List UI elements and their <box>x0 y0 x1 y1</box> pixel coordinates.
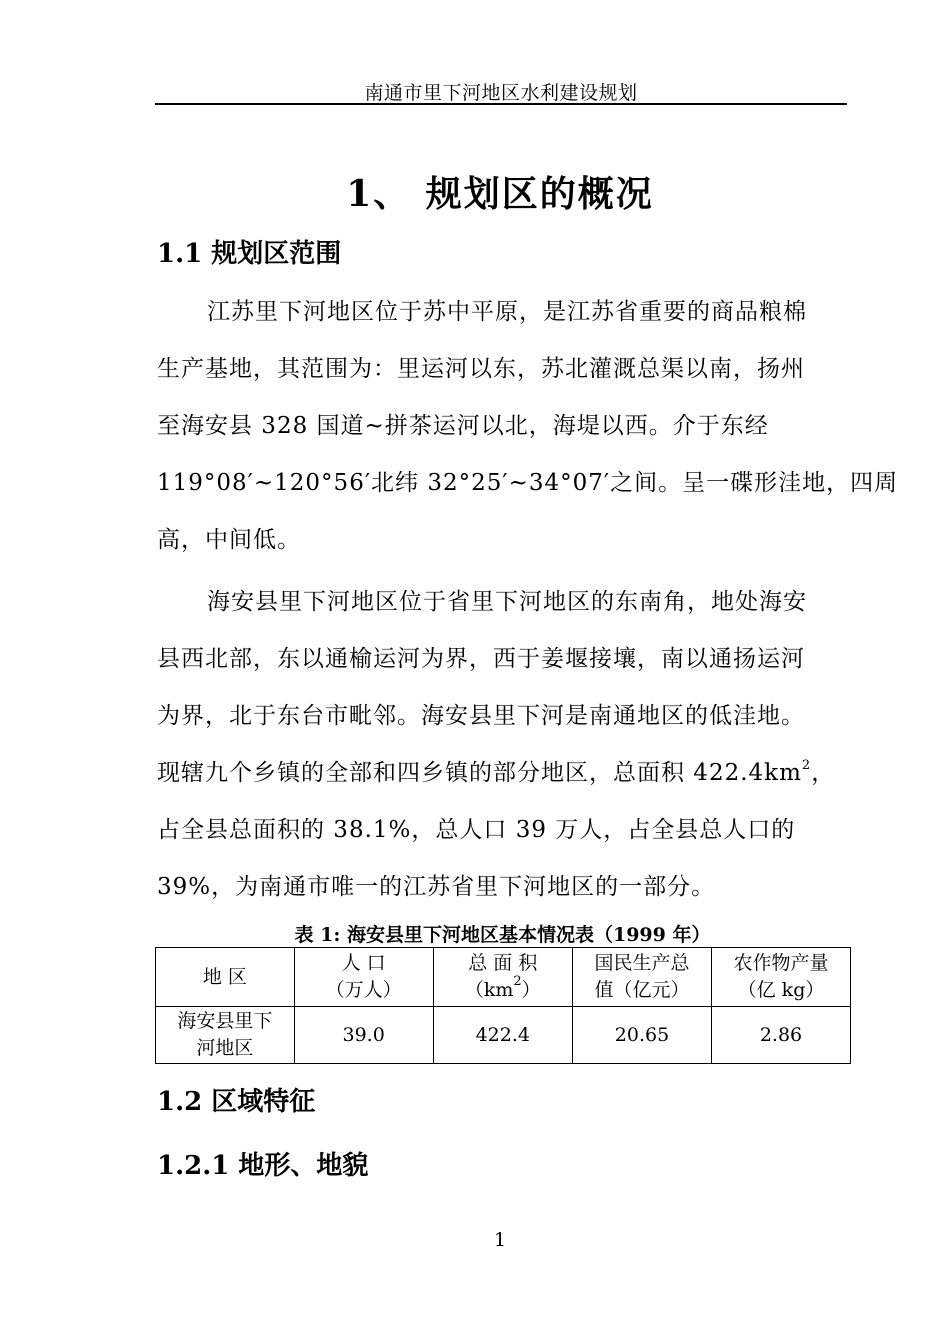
header-cell-gnp: 国民生产总 值（亿元） <box>572 948 711 1007</box>
cell-area: 422.4 <box>433 1007 572 1064</box>
paragraph-line: 生产基地，其范围为：里运河以东，苏北灌溉总渠以南，扬州 <box>157 356 805 382</box>
cell-region: 海安县里下 河地区 <box>156 1007 295 1064</box>
area-text: 现辖九个乡镇的全部和四乡镇的部分地区，总面积 422.4km <box>157 760 802 786</box>
running-header: 南通市里下河地区水利建设规划 <box>364 82 638 104</box>
section-heading-1-1: 1.1 规划区范围 <box>157 239 342 269</box>
paragraph-line: 119°08′~120°56′北纬 32°25′~34°07′之间。呈一碟形洼地，四周 <box>157 470 899 496</box>
paragraph-scope <box>157 284 899 569</box>
paragraph-haian <box>157 574 845 916</box>
cell-crop: 2.86 <box>712 1007 851 1064</box>
paragraph-line: 占全县总面积的 38.1%，总人口 39 万人，占全县总人口的 <box>157 817 796 843</box>
paragraph-line: 39%，为南通市唯一的江苏省里下河地区的一部分。 <box>157 874 716 900</box>
header-rule <box>155 103 847 105</box>
table-row <box>156 1007 851 1064</box>
table-header-row <box>156 948 851 1007</box>
section-heading-1-2-1: 1.2.1 地形、地貌 <box>157 1151 369 1181</box>
paragraph-line-area <box>157 745 845 802</box>
paragraph-line: 至海安县 328 国道~拼茶运河以北，海堤以西。介于东经 <box>157 413 769 439</box>
table-caption: 表 1: 海安县里下河地区基本情况表（1999 年） <box>294 924 711 946</box>
header-cell-region: 地 区 <box>156 948 295 1007</box>
page-number: 1 <box>493 1229 507 1251</box>
area-tail: ， <box>811 760 836 786</box>
header-cell-crop: 农作物产量 （亿 kg） <box>712 948 851 1007</box>
cell-gnp: 20.65 <box>572 1007 711 1064</box>
paragraph-line: 县西北部，东以通榆运河为界，西于姜堰接壤，南以通扬运河 <box>157 646 805 672</box>
chapter-title: 1、 规划区的概况 <box>346 173 654 215</box>
paragraph-line: 海安县里下河地区位于省里下河地区的东南角，地处海安 <box>207 589 807 615</box>
cell-population: 39.0 <box>294 1007 433 1064</box>
basic-info-table <box>155 947 851 1064</box>
header-cell-area: 总 面 积 $(km^2)$ <box>433 948 572 1007</box>
superscript: 2 <box>801 758 812 773</box>
paragraph-line: 高，中间低。 <box>157 527 301 553</box>
header-cell-population: 人 口 （万人） <box>294 948 433 1007</box>
superscript: 2 <box>513 974 522 989</box>
paragraph-line: 为界，北于东台市毗邻。海安县里下河是南通地区的低洼地。 <box>157 703 805 729</box>
section-heading-1-2: 1.2 区域特征 <box>157 1087 316 1117</box>
paragraph-line: 江苏里下河地区位于苏中平原，是江苏省重要的商品粮棉 <box>207 299 807 325</box>
